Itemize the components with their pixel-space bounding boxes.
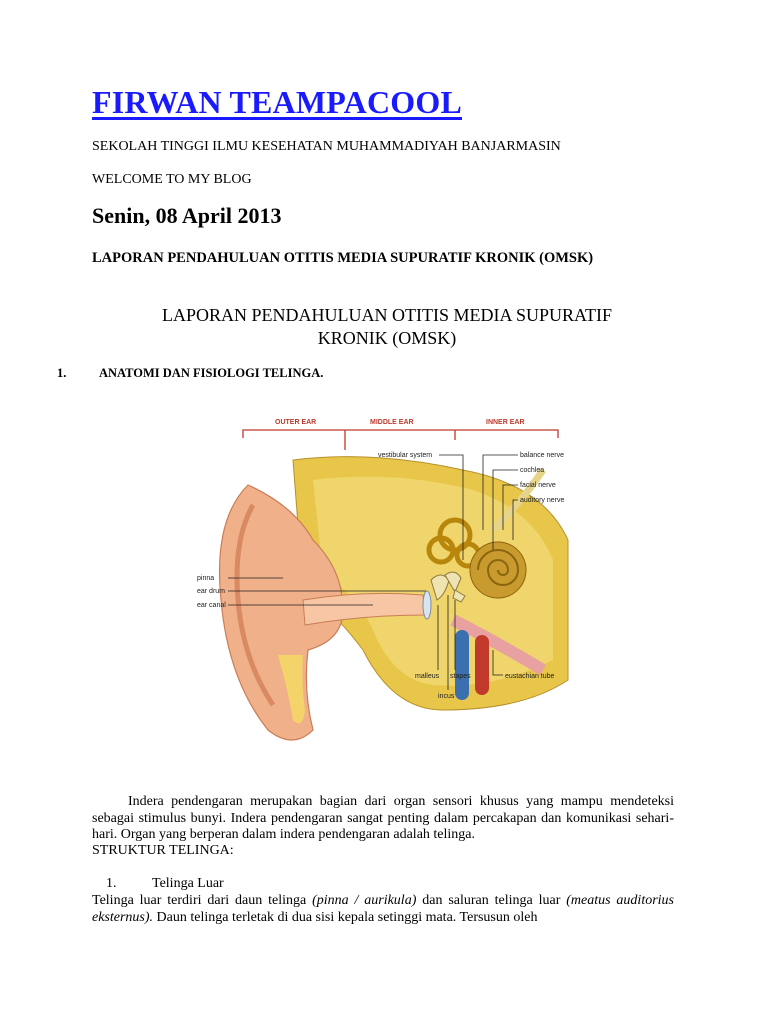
label-balance-nerve: balance nerve bbox=[520, 452, 564, 459]
label-auditory-nerve: auditory nerve bbox=[520, 497, 565, 504]
label-cochlea: cochlea bbox=[520, 467, 545, 474]
list-number: 1. bbox=[106, 876, 117, 891]
blog-title[interactable]: FIRWAN TEAMPACOOL bbox=[92, 84, 462, 120]
label-vestibular-system: vestibular system bbox=[378, 452, 433, 459]
list-label: Telinga Luar bbox=[152, 876, 224, 891]
blog-welcome: WELCOME TO MY BLOG bbox=[92, 172, 252, 187]
p2-part-a: Telinga luar terdiri dari daun telinga bbox=[92, 893, 313, 908]
label-malleus: malleus bbox=[415, 673, 440, 680]
p2-part-b: (pinna / aurikula) bbox=[312, 893, 417, 908]
post-date: Senin, 08 April 2013 bbox=[92, 203, 282, 228]
section-title: ANATOMI DAN FISIOLOGI TELINGA. bbox=[99, 366, 324, 380]
label-ear-drum: ear drum bbox=[197, 588, 226, 595]
paragraph-intro bbox=[92, 794, 674, 844]
section-number: 1. bbox=[57, 366, 67, 380]
paragraph-telinga-luar bbox=[92, 893, 674, 926]
post-heading-line2: KRONIK (OMSK) bbox=[317, 328, 457, 348]
ear-anatomy-illustration bbox=[193, 410, 581, 755]
blog-subtitle: SEKOLAH TINGGI ILMU KESEHATAN MUHAMMADIYAH BANJARMASIN bbox=[92, 139, 561, 154]
label-pinna: pinna bbox=[197, 575, 215, 582]
post-heading bbox=[92, 304, 682, 350]
p2-part-c: dan saluran telinga luar bbox=[416, 893, 567, 908]
label-facial-nerve: facial nerve bbox=[520, 482, 556, 489]
ear-anatomy-figure bbox=[193, 410, 581, 755]
struktur-heading: STRUKTUR TELINGA: bbox=[92, 843, 234, 858]
post-heading-line1: LAPORAN PENDAHULUAN OTITIS MEDIA SUPURATIF bbox=[161, 305, 613, 325]
label-stapes: stapes bbox=[450, 673, 471, 680]
vein-shape bbox=[455, 630, 469, 700]
label-eustachian-tube: eustachian tube bbox=[505, 673, 555, 680]
label-ear-canal: ear canal bbox=[197, 602, 226, 609]
header-inner-ear: INNER EAR bbox=[486, 419, 525, 426]
p2-part-d: (meatus auditorius eksternus). bbox=[92, 893, 674, 925]
artery-shape bbox=[475, 635, 489, 695]
paragraph-intro-text: Indera pendengaran merupakan bagian dari organ sensori khusus yang mampu mendeteksi sebagai stimulus bunyi. Indera pendengaran sangat penting dalam percakapan dan komunikasi sehari-hari. Organ yang berperan dalam indera pendengaran adalah telinga. bbox=[92, 794, 674, 842]
header-middle-ear: MIDDLE EAR bbox=[370, 419, 414, 426]
label-incus: incus bbox=[438, 693, 455, 700]
post-title[interactable]: LAPORAN PENDAHULUAN OTITIS MEDIA SUPURATIF KRONIK (OMSK) bbox=[92, 250, 594, 266]
header-outer-ear: OUTER EAR bbox=[275, 419, 317, 426]
region-bracket bbox=[243, 430, 558, 450]
p2-part-e: Daun telinga terletak di dua sisi kepala setinggi mata. Tersusun oleh bbox=[153, 909, 538, 925]
ear-drum-shape bbox=[423, 591, 431, 619]
